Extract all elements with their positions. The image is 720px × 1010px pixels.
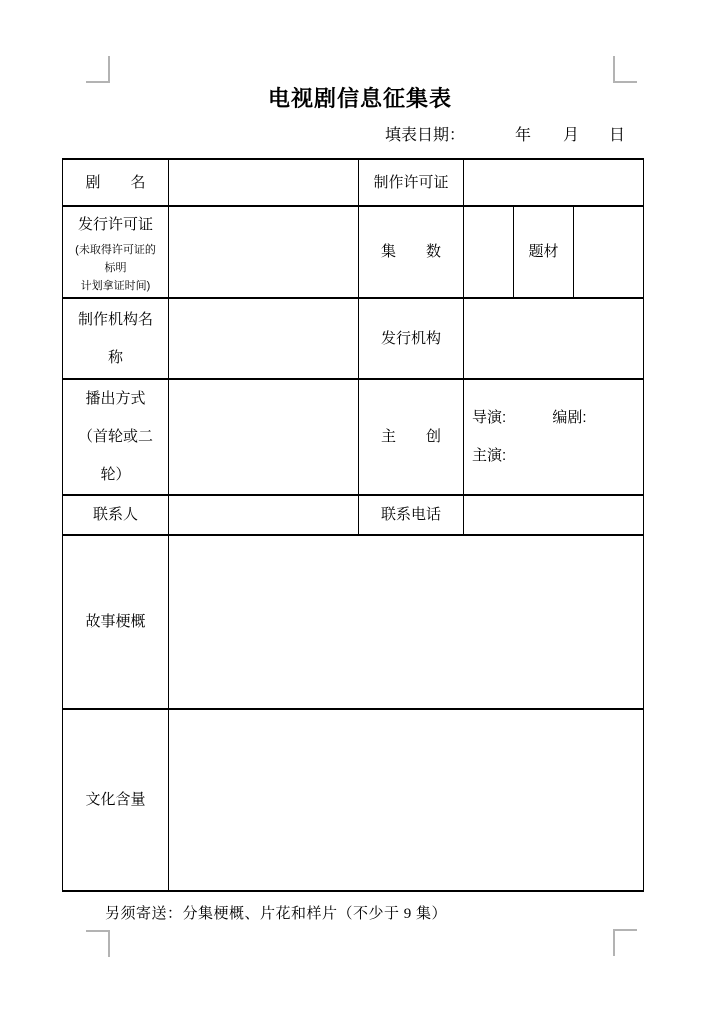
cultural-content-label-cell bbox=[63, 709, 169, 891]
field-creators[interactable] bbox=[464, 379, 644, 495]
director-label: 导演: bbox=[472, 409, 507, 426]
distribution-org-label: 发行机构 bbox=[380, 329, 441, 347]
field-genre[interactable] bbox=[574, 206, 644, 298]
field-contact-person[interactable] bbox=[169, 495, 359, 535]
contact-phone-label: 联系电话 bbox=[380, 506, 441, 523]
broadcast-mode-label-cell bbox=[63, 379, 169, 495]
contact-phone-label-cell bbox=[359, 495, 464, 535]
fill-date-label: 填表日期： bbox=[385, 127, 466, 144]
broadcast-mode-label: 播出方式 （首轮或二 轮） bbox=[77, 390, 153, 483]
production-license-label: 制作许可证 bbox=[373, 173, 449, 191]
crop-mark-top-left bbox=[86, 56, 110, 83]
table-row bbox=[63, 298, 644, 379]
production-license-label-cell bbox=[359, 159, 464, 206]
field-broadcast-mode[interactable] bbox=[169, 379, 359, 495]
lead-actor-label: 主演: bbox=[472, 447, 507, 464]
synopsis-label-cell bbox=[63, 535, 169, 709]
field-drama-name[interactable] bbox=[169, 159, 359, 206]
table-row bbox=[63, 709, 644, 891]
fill-date-year-label: 年 bbox=[515, 127, 532, 144]
field-contact-phone[interactable] bbox=[464, 495, 644, 535]
distribution-org-label-cell bbox=[359, 298, 464, 379]
production-org-label-cell bbox=[63, 298, 169, 379]
table-row bbox=[63, 535, 644, 709]
crop-mark-bottom-right bbox=[613, 929, 637, 956]
field-production-license[interactable] bbox=[464, 159, 644, 206]
distribution-license-note: (未取得许可证的 标明 计划拿证时间) bbox=[75, 243, 156, 292]
crop-mark-bottom-left bbox=[86, 930, 110, 957]
creators-line-2 bbox=[472, 437, 643, 475]
field-cultural-content[interactable] bbox=[169, 709, 644, 891]
fill-date-line bbox=[385, 122, 625, 145]
distribution-license-label-cell bbox=[63, 206, 169, 298]
writer-label: 编剧: bbox=[552, 409, 587, 426]
creators-label-cell bbox=[359, 379, 464, 495]
genre-label-cell bbox=[514, 206, 574, 298]
table-row bbox=[63, 495, 644, 535]
field-production-org[interactable] bbox=[169, 298, 359, 379]
field-episode-count[interactable] bbox=[464, 206, 514, 298]
synopsis-label: 故事梗概 bbox=[85, 613, 146, 630]
crop-mark-top-right bbox=[613, 56, 637, 83]
field-distribution-license[interactable] bbox=[169, 206, 359, 298]
cultural-content-label: 文化含量 bbox=[85, 791, 146, 808]
production-org-label: 制作机构名 称 bbox=[77, 310, 153, 366]
table-row bbox=[63, 379, 644, 495]
fill-date-day-label: 日 bbox=[609, 127, 626, 144]
page-title: 电视剧信息征集表 bbox=[267, 86, 452, 111]
footer-note: 另须寄送：分集梗概、片花和样片（不少于 9 集） bbox=[105, 906, 448, 922]
table-row bbox=[63, 159, 644, 206]
contact-person-label-cell bbox=[63, 495, 169, 535]
episode-count-label: 集 数 bbox=[380, 243, 441, 260]
field-synopsis[interactable] bbox=[169, 535, 644, 709]
episode-count-label-cell bbox=[359, 206, 464, 298]
creators-line-1 bbox=[472, 399, 643, 437]
info-form-table bbox=[62, 158, 644, 892]
contact-person-label: 联系人 bbox=[92, 506, 138, 523]
distribution-license-label: 发行许可证 bbox=[77, 215, 153, 233]
creators-label: 主 创 bbox=[380, 428, 441, 445]
genre-label: 题材 bbox=[528, 243, 559, 260]
drama-name-label-cell bbox=[63, 159, 169, 206]
field-distribution-org[interactable] bbox=[464, 298, 644, 379]
drama-name-label: 剧 名 bbox=[85, 173, 146, 191]
table-row bbox=[63, 206, 644, 298]
fill-date-month-label: 月 bbox=[563, 127, 580, 144]
